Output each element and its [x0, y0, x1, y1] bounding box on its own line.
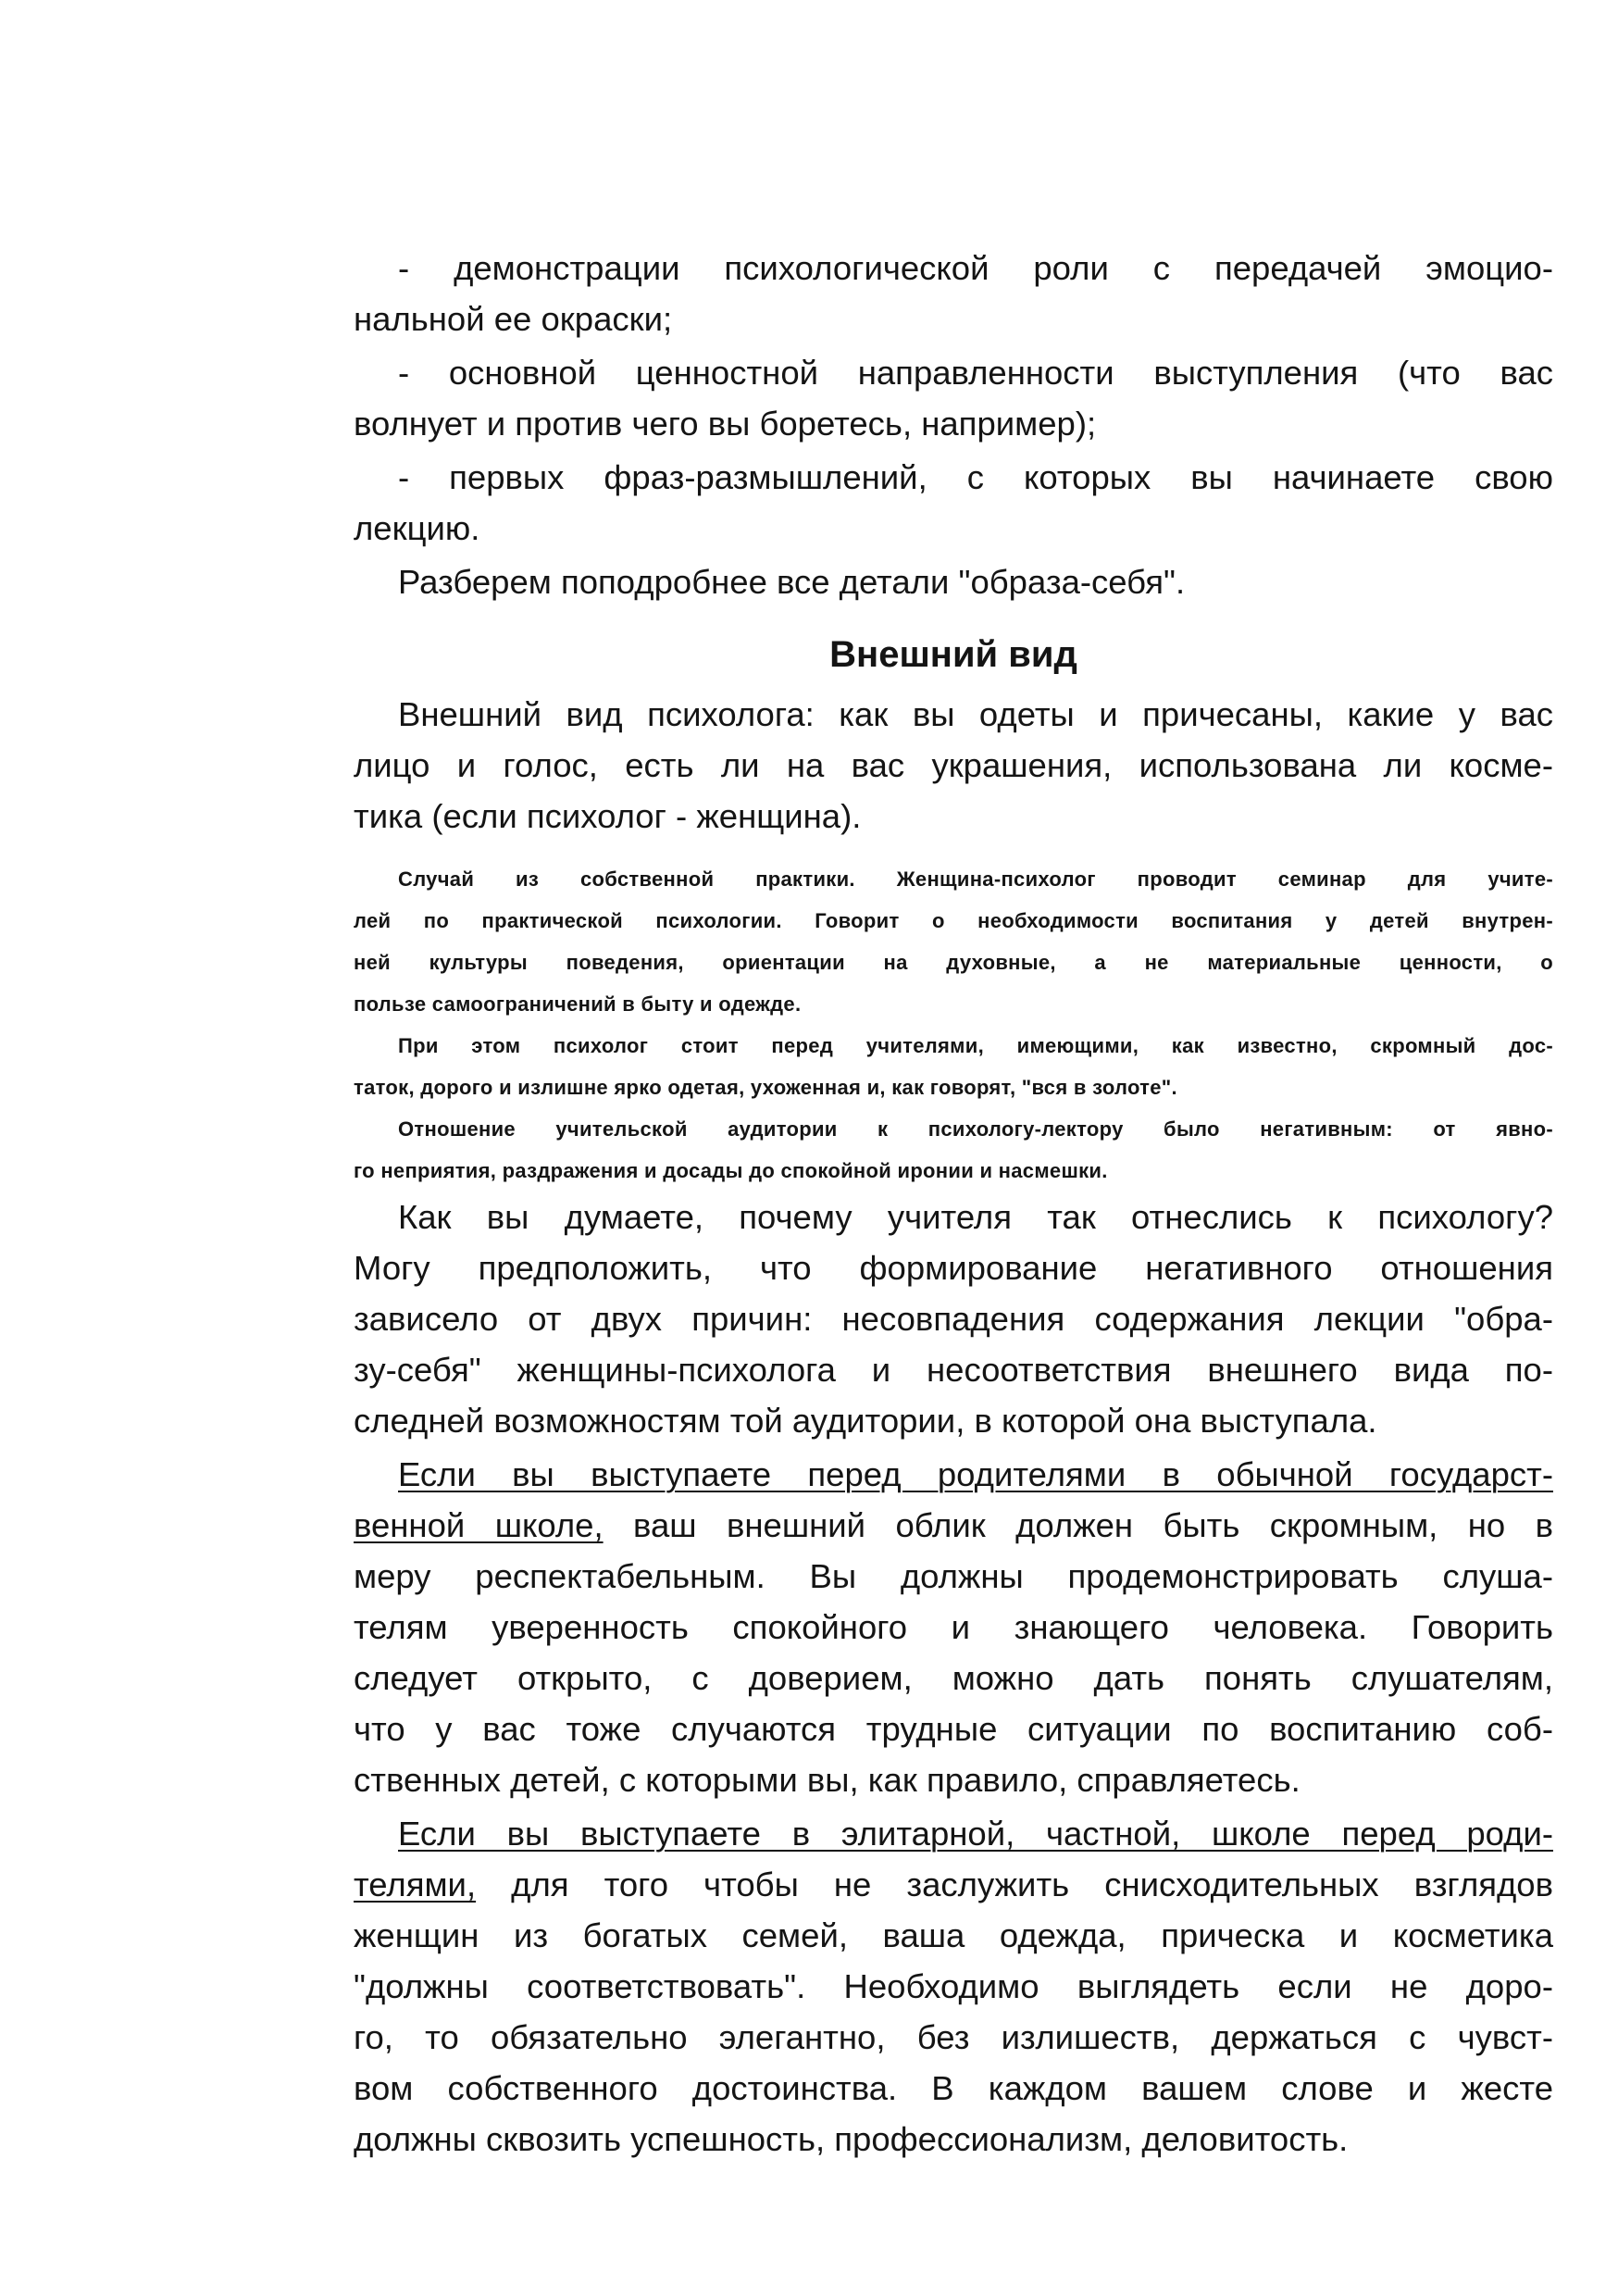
list-item-line: нальной ее окраски;	[354, 300, 673, 338]
paragraph-line: Могу предположить, что формирование негативного отношения	[354, 1249, 1553, 1287]
case-study-line: Случай из собственной практики. Женщина-психолог проводит семинар для учите-	[398, 867, 1553, 891]
paragraph-line: телям уверенность спокойного и знающего человека. Говорить	[354, 1608, 1553, 1646]
paragraph-line	[354, 1808, 1553, 1859]
paragraph-line: "должны соответствовать". Необходимо выглядеть если не доро-	[354, 1967, 1553, 2005]
paragraph-line: ственных детей, с которыми вы, как правило, справляетесь.	[354, 1761, 1301, 1799]
list-item-line: - демонстрации психологической роли с передачей эмоцио-	[398, 249, 1553, 287]
case-study-line: пользе самоограничений в быту и одежде.	[354, 992, 802, 1016]
list-item-line: - основной ценностной направленности выступления (что вас	[398, 354, 1553, 392]
paragraph-line: Разберем поподробнее все детали "образа-себя".	[398, 563, 1186, 601]
underlined-phrase: венной школе,	[354, 1506, 604, 1544]
paragraph-line	[354, 1449, 1553, 1500]
case-study-line: лей по практической психологии. Говорит о необходимости воспитания у детей внутрен-	[354, 909, 1553, 932]
underlined-phrase: Если вы выступаете перед родителями в обычной государст-	[398, 1455, 1553, 1493]
case-study-line: таток, дорого и излишне ярко одетая, ухоженная и, как говорят, "вся в золоте".	[354, 1076, 1177, 1099]
case-study-line: ней культуры поведения, ориентации на духовные, а не материальные ценности, о	[354, 951, 1553, 974]
section-heading: Внешний вид	[829, 634, 1077, 675]
paragraph-line: го, то обязательно элегантно, без излишеств, держаться с чувст-	[354, 2018, 1553, 2056]
case-study-line: го неприятия, раздражения и досады до спокойной иронии и насмешки.	[354, 1159, 1108, 1182]
underlined-phrase: Если вы выступаете в элитарной, частной, школе перед роди-	[398, 1815, 1553, 1853]
case-study-block	[354, 858, 1553, 1192]
underlined-phrase: телями,	[354, 1866, 477, 1903]
paragraph-line: лицо и голос, есть ли на вас украшения, использована ли косме-	[354, 746, 1553, 784]
paragraph-line: Внешний вид психолога: как вы одеты и причесаны, какие у вас	[398, 695, 1553, 733]
paragraph-line: зу-себя" женщины-психолога и несоответствия внешнего вида по-	[354, 1351, 1553, 1389]
text-column	[354, 243, 1553, 2165]
line-text: для того чтобы не заслужить снисходительных взглядов	[476, 1866, 1553, 1903]
list-item-line: - первых фраз-размышлений, с которых вы начинаете свою	[398, 458, 1553, 496]
line-text: ваш внешний облик должен быть скромным, но в	[603, 1506, 1554, 1544]
paragraph-line: следней возможностям той аудитории, в которой она выступала.	[354, 1402, 1377, 1440]
paragraph-line: зависело от двух причин: несовпадения содержания лекции "обра-	[354, 1300, 1553, 1338]
paragraph-line	[354, 1859, 1553, 1910]
paragraph-line: должны сквозить успешность, профессионализм, деловитость.	[354, 2120, 1349, 2158]
paragraph-line	[354, 1500, 1553, 1551]
paragraph-line: тика (если психолог - женщина).	[354, 797, 862, 835]
case-study-line: Отношение учительской аудитории к психологу-лектору было негативным: от явно-	[398, 1117, 1553, 1141]
paragraph-line: следует открыто, с доверием, можно дать понять слушателям,	[354, 1659, 1553, 1697]
case-study-line: При этом психолог стоит перед учителями, имеющими, как известно, скромный дос-	[398, 1034, 1553, 1057]
paragraph-line: Как вы думаете, почему учителя так отнеслись к психологу?	[398, 1198, 1553, 1236]
list-item-line: лекцию.	[354, 509, 480, 547]
paragraph-line: меру респектабельным. Вы должны продемонстрировать слуша-	[354, 1557, 1553, 1595]
paragraph-line: что у вас тоже случаются трудные ситуации по воспитанию соб-	[354, 1710, 1553, 1748]
paragraph-line: женщин из богатых семей, ваша одежда, прическа и косметика	[354, 1916, 1553, 1954]
paragraph-line: вом собственного достоинства. В каждом вашем слове и жесте	[354, 2069, 1553, 2107]
list-item-line: волнует и против чего вы боретесь, например);	[354, 405, 1097, 443]
